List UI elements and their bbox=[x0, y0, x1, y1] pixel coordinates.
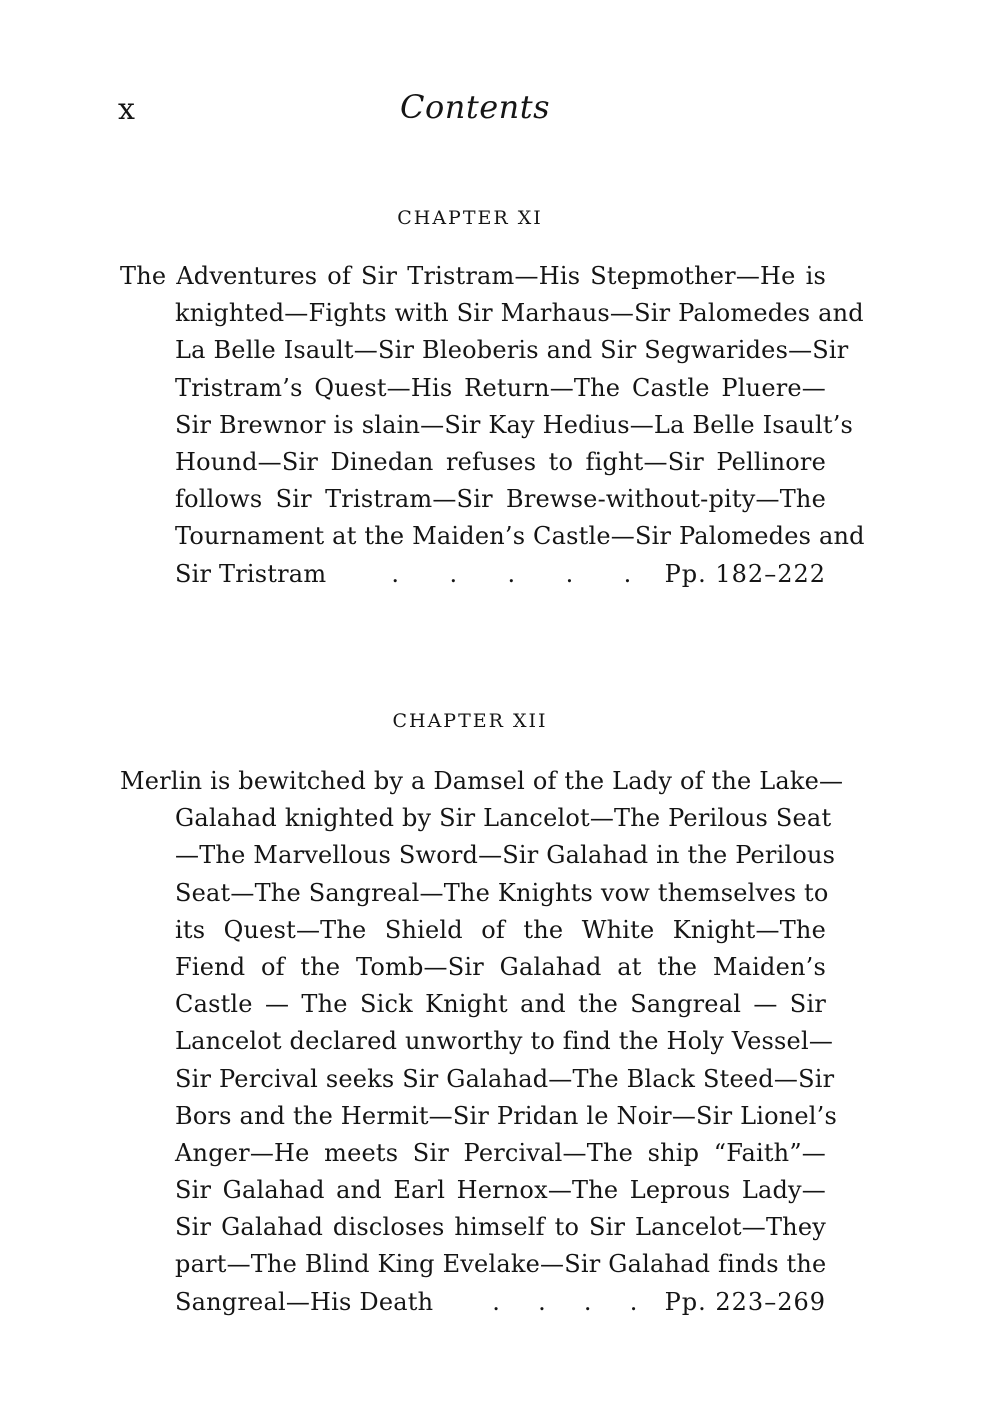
summary-line: Tristram’s Quest—His Return—The Castle Pluere— bbox=[175, 373, 826, 402]
summary-line: The Adventures of Sir Tristram—His Stepmother—He is bbox=[120, 262, 826, 290]
summary-line: knighted—Fights with Sir Marhaus—Sir Palomedes and bbox=[175, 299, 864, 328]
summary-line: Merlin is bewitched by a Damsel of the Lady of the Lake— bbox=[120, 767, 844, 795]
summary-line: Sir Galahad discloses himself to Sir Lancelot—They bbox=[175, 1213, 826, 1242]
summary-line: Hound—Sir Dinedan refuses to fight—Sir Pellinore bbox=[175, 447, 826, 476]
summary-line: Fiend of the Tomb—Sir Galahad at the Maiden’s bbox=[175, 952, 826, 981]
chapter-summary bbox=[120, 763, 844, 1321]
summary-line: Galahad knighted by Sir Lancelot—The Perilous Seat bbox=[175, 804, 832, 833]
summary-line: La Belle Isault—Sir Bleoberis and Sir Segwarides—Sir bbox=[175, 336, 849, 365]
summary-line: part—The Blind King Evelake—Sir Galahad finds the bbox=[175, 1250, 827, 1279]
summary-line: Sangreal—His Death bbox=[175, 1287, 434, 1316]
summary-line: its Quest—The Shield of the White Knight—The bbox=[175, 915, 826, 944]
summary-line: Tournament at the Maiden’s Castle—Sir Palomedes and bbox=[175, 522, 865, 551]
summary-line: Bors and the Hermit—Sir Pridan le Noir—Sir Lionel’s bbox=[175, 1101, 838, 1130]
summary-line: Lancelot declared unworthy to find the Holy Vessel— bbox=[175, 1027, 834, 1056]
summary-line: Castle — The Sick Knight and the Sangreal — Sir bbox=[175, 990, 826, 1019]
dot-leader: . . . . bbox=[492, 1287, 638, 1316]
summary-line: —The Marvellous Sword—Sir Galahad in the Perilous bbox=[175, 841, 836, 870]
page-number: x bbox=[118, 92, 136, 127]
summary-line: Sir Tristram bbox=[175, 559, 327, 588]
page-range: Pp. 182–222 bbox=[664, 559, 826, 588]
page-range: Pp. 223–269 bbox=[664, 1287, 826, 1316]
running-title: Contents bbox=[399, 88, 551, 126]
summary-line: Seat—The Sangreal—The Knights vow themselves to bbox=[175, 878, 829, 907]
chapter-summary bbox=[120, 258, 865, 593]
summary-line: follows Sir Tristram—Sir Brewse-without-pity—The bbox=[175, 485, 826, 514]
chapter-heading: CHAPTER XII bbox=[392, 710, 548, 732]
summary-line: Sir Brewnor is slain—Sir Kay Hedius—La Belle Isault’s bbox=[175, 410, 854, 439]
summary-line: Sir Percival seeks Sir Galahad—The Black Steed—Sir bbox=[175, 1064, 835, 1093]
dot-leader: . . . . . bbox=[391, 559, 632, 588]
summary-last-line bbox=[120, 556, 826, 593]
summary-last-line bbox=[120, 1284, 826, 1321]
summary-line: Anger—He meets Sir Percival—The ship “Faith”— bbox=[175, 1138, 826, 1167]
chapter-heading: CHAPTER XI bbox=[397, 207, 543, 229]
summary-line: Sir Galahad and Earl Hernox—The Leprous Lady— bbox=[175, 1176, 826, 1205]
